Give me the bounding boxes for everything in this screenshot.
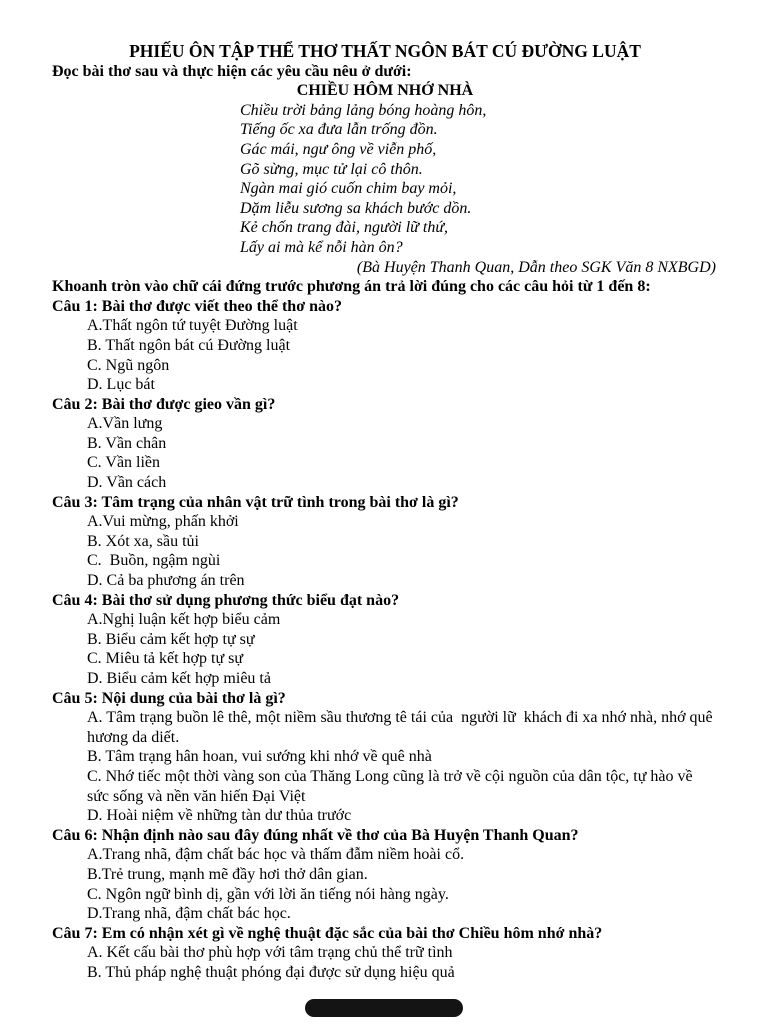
option-item: B. Biểu cảm kết hợp tự sự [87,630,255,648]
option-item: A.Nghị luận kết hợp biểu cảm [87,611,281,629]
question-text: Câu 3: Tâm trạng của nhân vật trữ tình trong bài thơ là gì? [52,493,459,511]
question-block [52,689,718,826]
question-text: Câu 4: Bài thơ sử dụng phương thức biểu đạt nào? [52,591,400,609]
option-item: D. Biểu cảm kết hợp miêu tả [87,670,271,687]
poem-line: Ngàn mai gió cuốn chim bay mỏi, [240,180,457,198]
question-text: Câu 1: Bài thơ được viết theo thể thơ nào? [52,297,342,315]
option-item: D. Hoài niệm về những tàn dư thủa trước [87,807,352,825]
option-item: A.Vần lưng [87,415,163,433]
question-block [52,493,718,591]
option-item: C. Miêu tả kết hợp tự sự [87,650,244,668]
option-item: D. Cả ba phương án trên [87,572,245,590]
poem-line: Lấy ai mà kể nỗi hàn ôn? [240,238,403,256]
home-indicator-bar[interactable] [305,999,463,1017]
option-item: A.Thất ngôn tứ tuyệt Đường luật [87,317,298,335]
poem-line: Gác mái, ngư ông về viễn phố, [240,140,437,158]
page-title: PHIẾU ÔN TẬP THỂ THƠ THẤT NGÔN BÁT CÚ ĐƯỜNG LUẬT [129,41,641,61]
question-text: Câu 7: Em có nhận xét gì về nghệ thuật đặc sắc của bài thơ Chiều hôm nhớ nhà? [52,924,603,942]
option-item: D. Lục bát [87,376,155,394]
option-item: B. Vần chân [87,434,167,452]
option-item: C. Buồn, ngậm ngùi [87,552,221,570]
poem-attribution: (Bà Huyện Thanh Quan, Dẫn theo SGK Văn 8 NXBGD) [356,258,716,276]
option-item: D.Trang nhã, đậm chất bác học. [87,905,291,923]
reading-instruction: Đọc bài thơ sau và thực hiện các yêu cầu nêu ở dưới: [52,62,412,80]
question-text: Câu 6: Nhận định nào sau đây đúng nhất về thơ của Bà Huyện Thanh Quan? [52,826,579,844]
question-block [52,826,718,924]
question-block [52,395,718,493]
question-block [52,591,718,689]
question-block [52,924,718,983]
option-item: A. Tâm trạng buồn lê thê, một niềm sầu thương tê tái của người lữ khách đi xa nhớ nhà, nhớ quê hương da diết. [87,709,717,746]
option-item: B. Thất ngôn bát cú Đường luật [87,336,291,354]
option-item: A.Vui mừng, phấn khởi [87,513,239,531]
option-item: C. Ngôn ngữ bình dị, gần với lời ăn tiếng nói hàng ngày. [87,885,449,903]
option-item: B. Tâm trạng hân hoan, vui sướng khi nhớ về quê nhà [87,748,432,766]
option-item: C. Ngũ ngôn [87,356,170,374]
option-item: A. Kết cấu bài thơ phù hợp với tâm trạng chủ thể trữ tình [87,944,453,962]
poem-line: Tiếng ốc xa đưa lẫn trống đồn. [240,121,438,139]
quiz-instruction: Khoanh tròn vào chữ cái đứng trước phương án trả lời đúng cho các câu hỏi từ 1 đến 8: [52,278,651,296]
option-item: B.Trẻ trung, mạnh mẽ đầy hơi thở dân gian. [87,865,368,883]
question-text: Câu 2: Bài thơ được gieo vần gì? [52,395,276,413]
option-item: B. Xót xa, sầu tủi [87,532,199,550]
question-text: Câu 5: Nội dung của bài thơ là gì? [52,689,286,707]
poem-title: CHIỀU HÔM NHỚ NHÀ [296,82,474,100]
option-item: C. Vần liền [87,454,161,472]
poem-line: Kẻ chốn trang đài, người lữ thứ, [240,219,449,237]
option-item: A.Trang nhã, đậm chất bác học và thấm đẫm niềm hoài cổ. [87,846,465,864]
poem-line: Gõ sừng, mục tử lại cô thôn. [240,160,423,178]
option-item: B. Thủ pháp nghệ thuật phóng đại được sử dụng hiệu quả [87,963,455,981]
poem-body [240,101,718,258]
option-item: D. Vần cách [87,474,167,492]
poem-line: Chiều trời bảng lảng bóng hoàng hôn, [240,101,487,119]
option-item: C. Nhớ tiếc một thời vàng son của Thăng Long cũng là trở về cội nguồn của dân tộc, tự hào về sức sống và nền văn hiến Đại Việt [87,767,697,805]
poem-line: Dặm liễu sương sa khách bước dồn. [240,199,472,217]
question-block [52,297,718,395]
